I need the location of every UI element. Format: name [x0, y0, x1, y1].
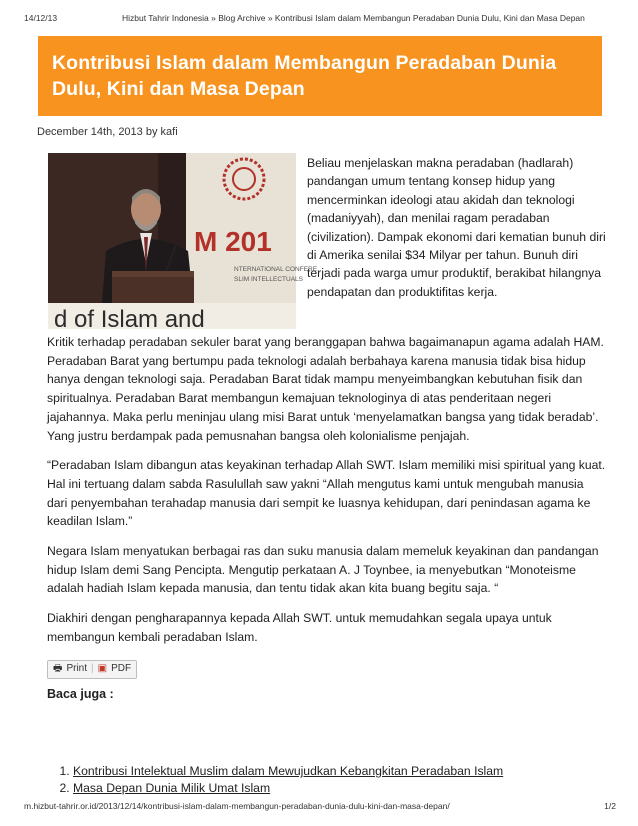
article-title: Kontribusi Islam dalam Membangun Peradaban Dunia Dulu, Kini dan Masa Depan — [52, 52, 557, 100]
paragraph: “Peradaban Islam dibangun atas keyakinan terhadap Allah SWT. Islam memiliki misi spiritual yang kuat. Hal ini tertuang dalam sabda Rasulullah saw yakni “Allah mengutus kami untuk mengubah manusia dari penyembahan terahadap manusia dari sempit ke luasnya kehidupan, dari penindasan agama ke keadilan Islam.” — [47, 458, 606, 529]
print-page-title: Hizbut Tahrir Indonesia » Blog Archive » Kontribusi Islam dalam Membangun Peradaban Dunia Dulu, Kini dan Masa Depan — [122, 13, 585, 23]
print-date: 14/12/13 — [24, 13, 58, 23]
photo-sub1: NTERNATIONAL CONFERE — [234, 266, 318, 273]
pdf-label: PDF — [111, 662, 132, 674]
print-header — [0, 0, 638, 30]
paragraph: Negara Islam menyatukan berbagai ras dan suku manusia dalam memeluk keyakinan dan pandangan hidup Islam demi Sang Pencipta. Mengutip perkataan A. J Toynbee, ia menyebutkan “Monoteisme adalah hadiah Islam kepada manusia, dan tentu tidak akan kita buang begitu saja. “ — [47, 544, 599, 596]
article-body — [47, 333, 607, 703]
article-title-banner — [38, 36, 602, 116]
list-item — [73, 763, 503, 780]
related-link[interactable]: Masa Depan Dunia Milik Umat Islam — [73, 781, 271, 795]
photo-sub2: SLIM INTELLECTUALS — [234, 276, 303, 283]
print-url: m.hizbut-tahrir.or.id/2013/12/14/kontribusi-islam-dalam-membangun-peradaban-dunia-dulu-kini-dan-masa-depan/ — [24, 801, 450, 811]
related-list — [53, 763, 503, 797]
article-meta: December 14th, 2013 by kafi — [37, 126, 178, 138]
related-link[interactable]: Kontribusi Intelektual Muslim dalam Mewujudkan Kebangkitan Peradaban Islam — [73, 764, 504, 778]
printer-icon: 🖶 — [53, 662, 63, 674]
list-item — [73, 780, 503, 797]
photo-banner-text: d of Islam and — [54, 306, 205, 333]
paragraph: Kritik terhadap peradaban sekuler barat yang beranggapan bahwa bagaimanapun agama adalah HAM. Peradaban Barat yang bertumpu pada teknologi adalah berbahaya karena manusia tidak bisa hidup hanya dengan teknologi saja. Peradaban Barat tidak mampu menyeimbangkan kebutuhan fisik dan spiritualnya. Peradaban Barat membangun kemajuan teknologinya di atas penderitaan negeri jajahannya. Maka perlu meninjau ulang misi Barat untuk ‘menyelamatkan bangsa yang tidak beradab’. Yang justru berdampak pada pemusnahan bangsa oleh kolonialisme penjajah. — [47, 335, 604, 443]
baca-juga-heading: Baca juga : — [47, 686, 114, 701]
print-label: Print — [66, 662, 88, 674]
separator: | — [91, 662, 94, 674]
pdf-icon: ▣ — [97, 662, 108, 674]
article-photo — [48, 153, 318, 333]
page-number: 1/2 — [604, 801, 616, 811]
paragraph: Diakhiri dengan pengharapannya kepada Allah SWT. untuk memudahkan segala upaya untuk membangun kembali peradaban Islam. — [47, 611, 552, 644]
photo-logo-text: M 201 — [194, 226, 272, 257]
side-paragraph: Beliau menjelaskan makna peradaban (hadlarah) pandangan umum tentang konsep hidup yang mencerminkan ideologi atau akidah dan teknologi (madaniyyah), dan menilai ragam peradaban (civilization). Dampak ekonomi dari kematian bunuh diri di Amerika senilai $34 Milyar per tahun. Bunuh diri terjadi pada warga umur produktif, berakibat hilangnya pendapatan dan produktifitas kerja. — [307, 156, 606, 299]
print-pdf-button[interactable] — [47, 660, 137, 679]
